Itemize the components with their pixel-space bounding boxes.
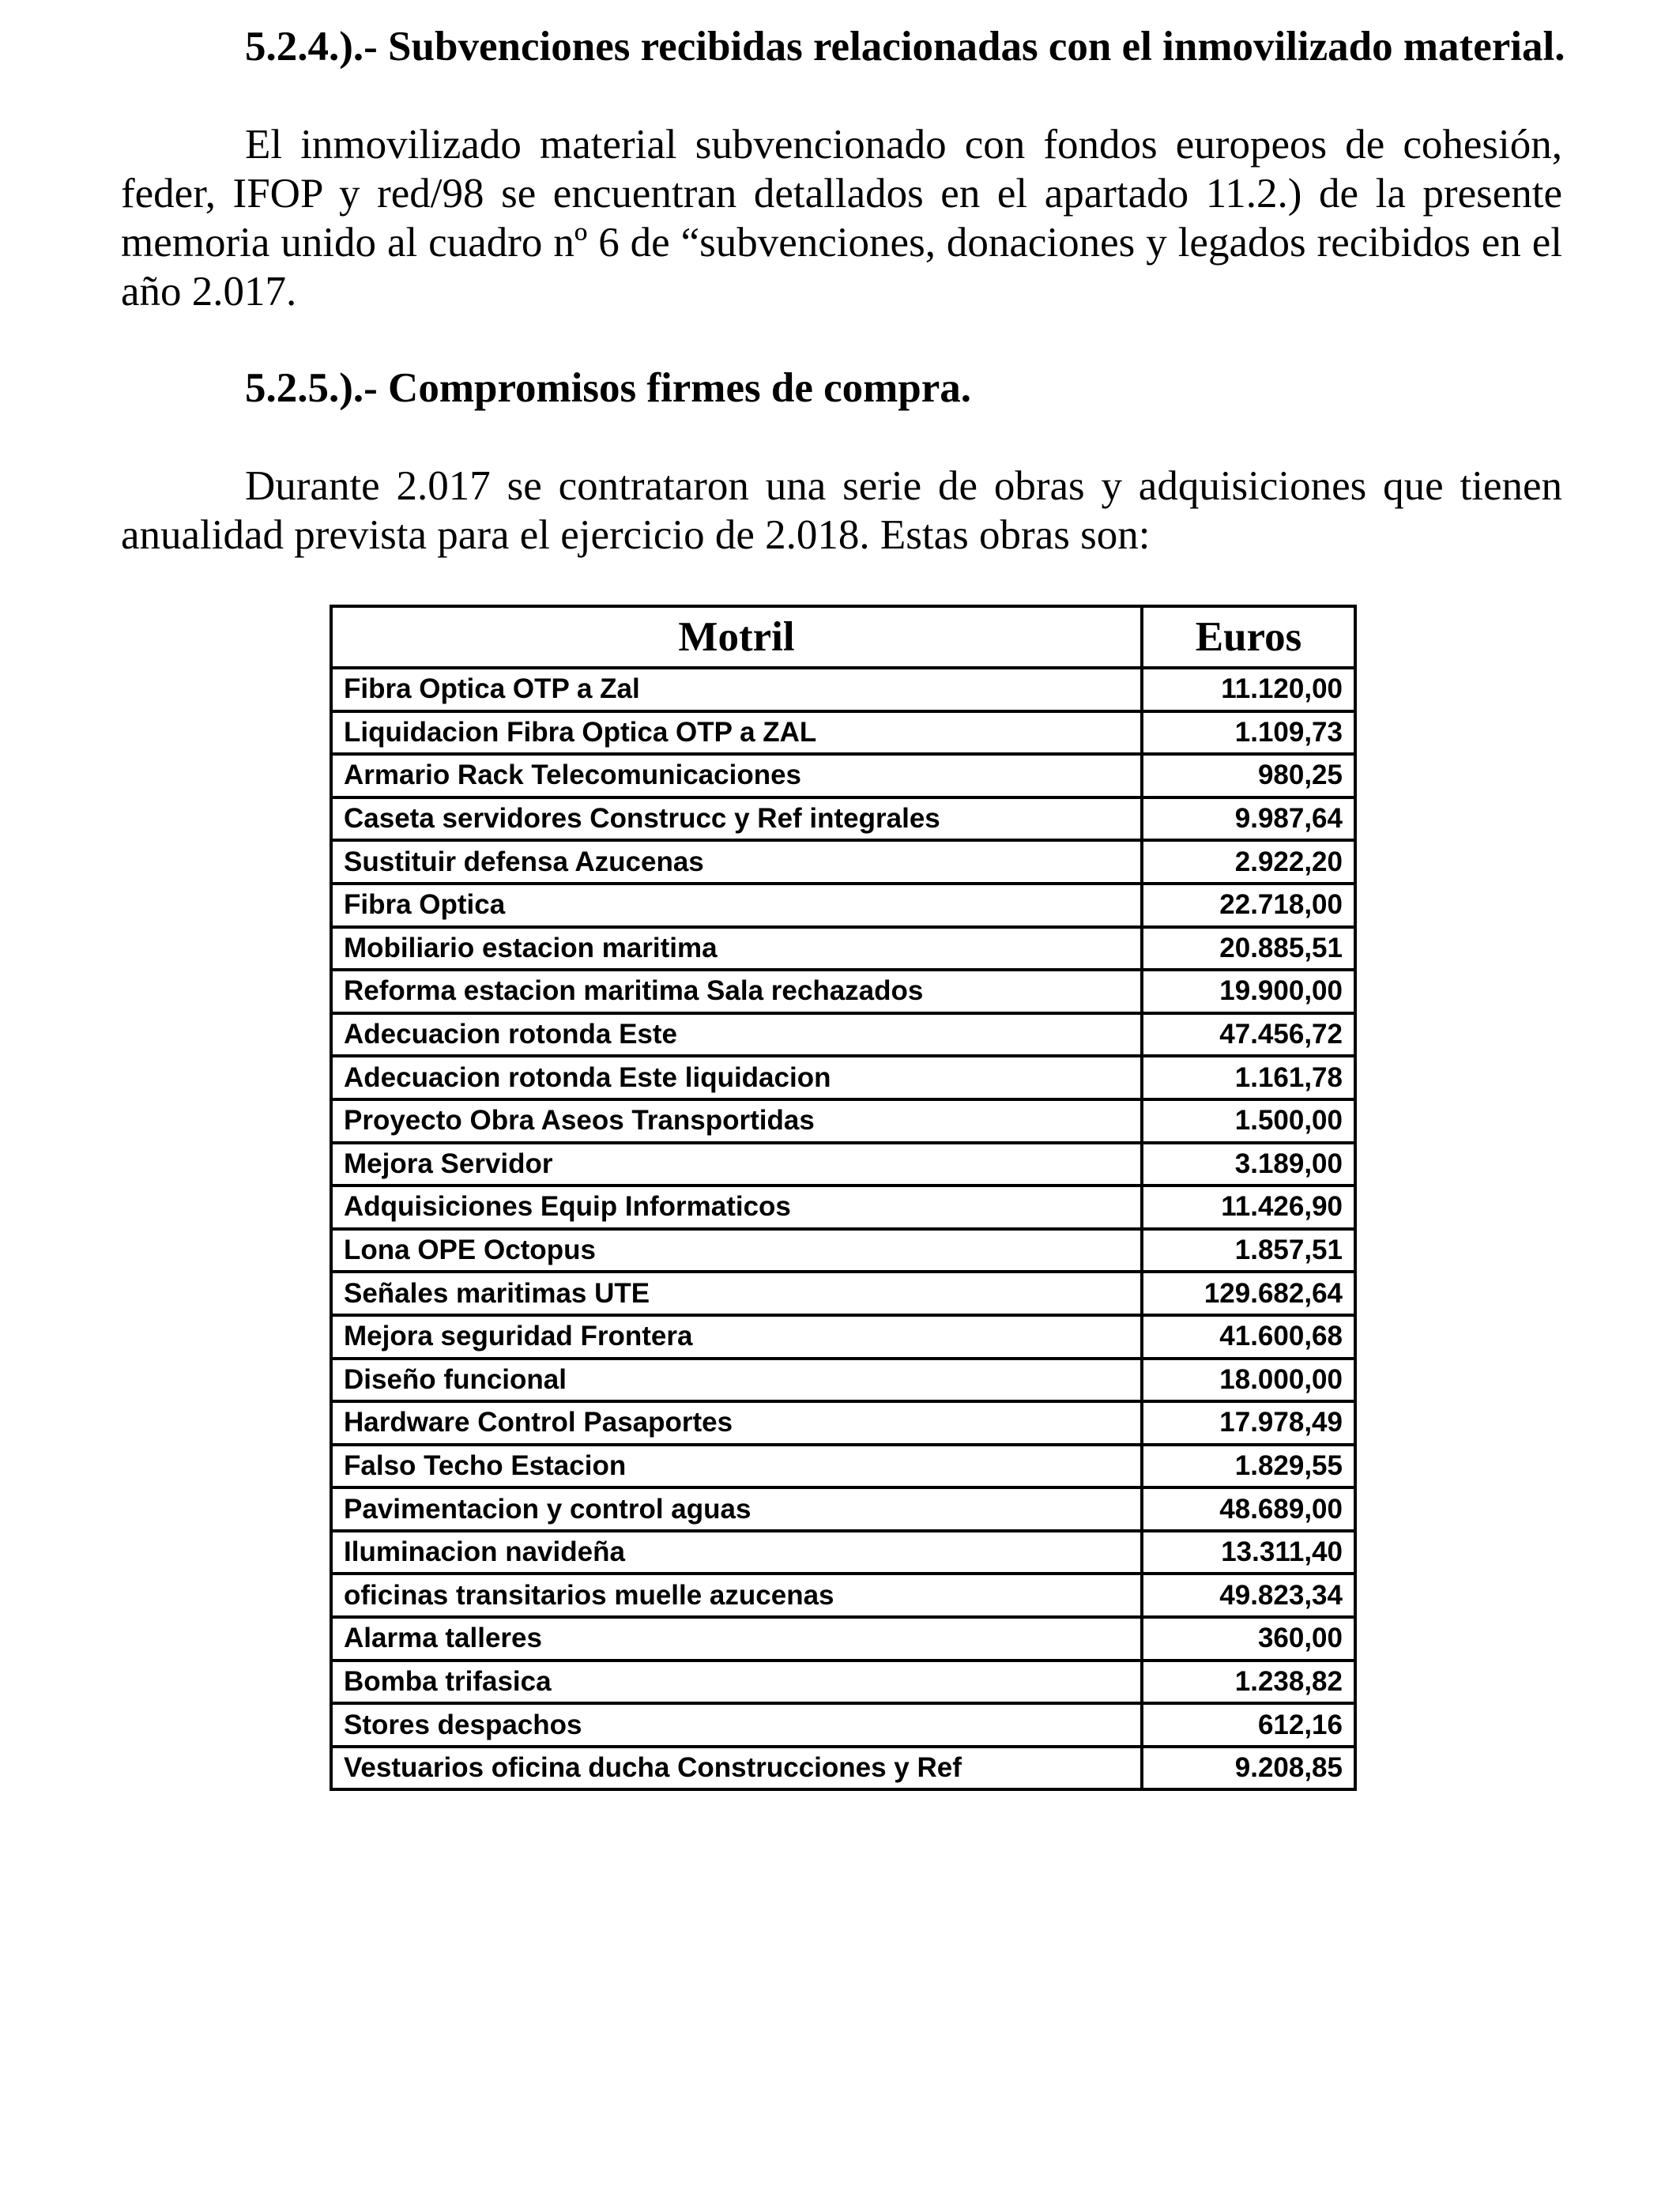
item-description: Sustituir defensa Azucenas — [331, 840, 1142, 884]
table-row — [331, 1574, 1355, 1617]
item-description: Adquisiciones Equip Informaticos — [331, 1186, 1142, 1229]
item-amount: 1.829,55 — [1142, 1445, 1355, 1488]
table-row — [331, 754, 1355, 797]
item-amount: 360,00 — [1142, 1617, 1355, 1661]
table-row — [331, 840, 1355, 884]
item-amount: 41.600,68 — [1142, 1315, 1355, 1359]
item-description: Stores despachos — [331, 1703, 1142, 1747]
table-row — [331, 1186, 1355, 1229]
table-row — [331, 1013, 1355, 1057]
table-row — [331, 1617, 1355, 1661]
item-amount: 1.238,82 — [1142, 1661, 1355, 1704]
item-amount: 49.823,34 — [1142, 1574, 1355, 1617]
item-amount: 11.120,00 — [1142, 668, 1355, 711]
item-description: Fibra Optica — [331, 884, 1142, 927]
item-description: Liquidacion Fibra Optica OTP a ZAL — [331, 711, 1142, 755]
item-description: Bomba trifasica — [331, 1661, 1142, 1704]
item-description: Armario Rack Telecomunicaciones — [331, 754, 1142, 797]
item-description: Falso Techo Estacion — [331, 1445, 1142, 1488]
item-description: Vestuarios oficina ducha Construcciones y Ref — [331, 1747, 1142, 1790]
item-amount: 129.682,64 — [1142, 1272, 1355, 1315]
item-description: Pavimentacion y control aguas — [331, 1487, 1142, 1531]
item-amount: 47.456,72 — [1142, 1013, 1355, 1057]
item-description: oficinas transitarios muelle azucenas — [331, 1574, 1142, 1617]
table-row — [331, 1661, 1355, 1704]
item-amount: 980,25 — [1142, 754, 1355, 797]
item-amount: 2.922,20 — [1142, 840, 1355, 884]
table-row — [331, 1229, 1355, 1272]
item-description: Mobiliario estacion maritima — [331, 927, 1142, 971]
table-row — [331, 1487, 1355, 1531]
item-description: Iluminacion navideña — [331, 1531, 1142, 1574]
section-heading-subvenciones: 5.2.4.).- Subvenciones recibidas relacionadas con el inmovilizado material. — [245, 24, 1565, 70]
item-description: Adecuacion rotonda Este — [331, 1013, 1142, 1057]
item-amount: 9.987,64 — [1142, 797, 1355, 841]
table-row — [331, 970, 1355, 1013]
column-header-motril: Motril — [331, 606, 1142, 668]
item-description: Señales maritimas UTE — [331, 1272, 1142, 1315]
table-row — [331, 668, 1355, 711]
item-amount: 19.900,00 — [1142, 970, 1355, 1013]
item-amount: 1.161,78 — [1142, 1056, 1355, 1099]
table-row — [331, 1703, 1355, 1747]
section-heading-compromisos: 5.2.5.).- Compromisos firmes de compra. — [245, 365, 972, 411]
item-description: Mejora Servidor — [331, 1143, 1142, 1186]
item-description: Reforma estacion maritima Sala rechazados — [331, 970, 1142, 1013]
column-header-euros: Euros — [1142, 606, 1355, 668]
item-description: Mejora seguridad Frontera — [331, 1315, 1142, 1359]
item-description: Lona OPE Octopus — [331, 1229, 1142, 1272]
table-row — [331, 711, 1355, 755]
item-description: Hardware Control Pasaportes — [331, 1401, 1142, 1445]
item-description: Proyecto Obra Aseos Transportidas — [331, 1099, 1142, 1143]
item-amount: 1.857,51 — [1142, 1229, 1355, 1272]
table-row — [331, 1056, 1355, 1099]
table-row — [331, 797, 1355, 841]
item-amount: 11.426,90 — [1142, 1186, 1355, 1229]
item-amount: 9.208,85 — [1142, 1747, 1355, 1790]
item-description: Fibra Optica OTP a Zal — [331, 668, 1142, 711]
item-amount: 17.978,49 — [1142, 1401, 1355, 1445]
table-row — [331, 1747, 1355, 1790]
item-amount: 22.718,00 — [1142, 884, 1355, 927]
item-amount: 3.189,00 — [1142, 1143, 1355, 1186]
table-row — [331, 1272, 1355, 1315]
table-row — [331, 1445, 1355, 1488]
paragraph-subvenciones: El inmovilizado material subvencionado con fondos europeos de cohesión, feder, IFOP y red/98 se encuentran detallados en el apartado 11.2.) de la presente memoria unido al cuadro nº 6 de “subvenciones, donaciones y legados recibidos en el año 2.017. — [121, 122, 1562, 315]
table-header-row — [331, 606, 1355, 668]
item-amount: 48.689,00 — [1142, 1487, 1355, 1531]
item-amount: 18.000,00 — [1142, 1359, 1355, 1402]
item-amount: 1.109,73 — [1142, 711, 1355, 755]
item-amount: 612,16 — [1142, 1703, 1355, 1747]
table-row — [331, 927, 1355, 971]
item-amount: 20.885,51 — [1142, 927, 1355, 971]
obras-table-container — [330, 605, 1354, 1791]
item-description: Alarma talleres — [331, 1617, 1142, 1661]
table-body — [331, 668, 1355, 1789]
table-row — [331, 1401, 1355, 1445]
table-row — [331, 1531, 1355, 1574]
obras-table — [330, 605, 1357, 1791]
item-description: Caseta servidores Construcc y Ref integrales — [331, 797, 1142, 841]
item-description: Adecuacion rotonda Este liquidacion — [331, 1056, 1142, 1099]
paragraph-compromisos: Durante 2.017 se contrataron una serie de obras y adquisiciones que tienen anualidad prevista para el ejercicio de 2.018. Estas obras son: — [121, 463, 1562, 558]
table-row — [331, 884, 1355, 927]
item-amount: 13.311,40 — [1142, 1531, 1355, 1574]
table-row — [331, 1359, 1355, 1402]
table-row — [331, 1099, 1355, 1143]
table-row — [331, 1143, 1355, 1186]
table-row — [331, 1315, 1355, 1359]
item-amount: 1.500,00 — [1142, 1099, 1355, 1143]
item-description: Diseño funcional — [331, 1359, 1142, 1402]
